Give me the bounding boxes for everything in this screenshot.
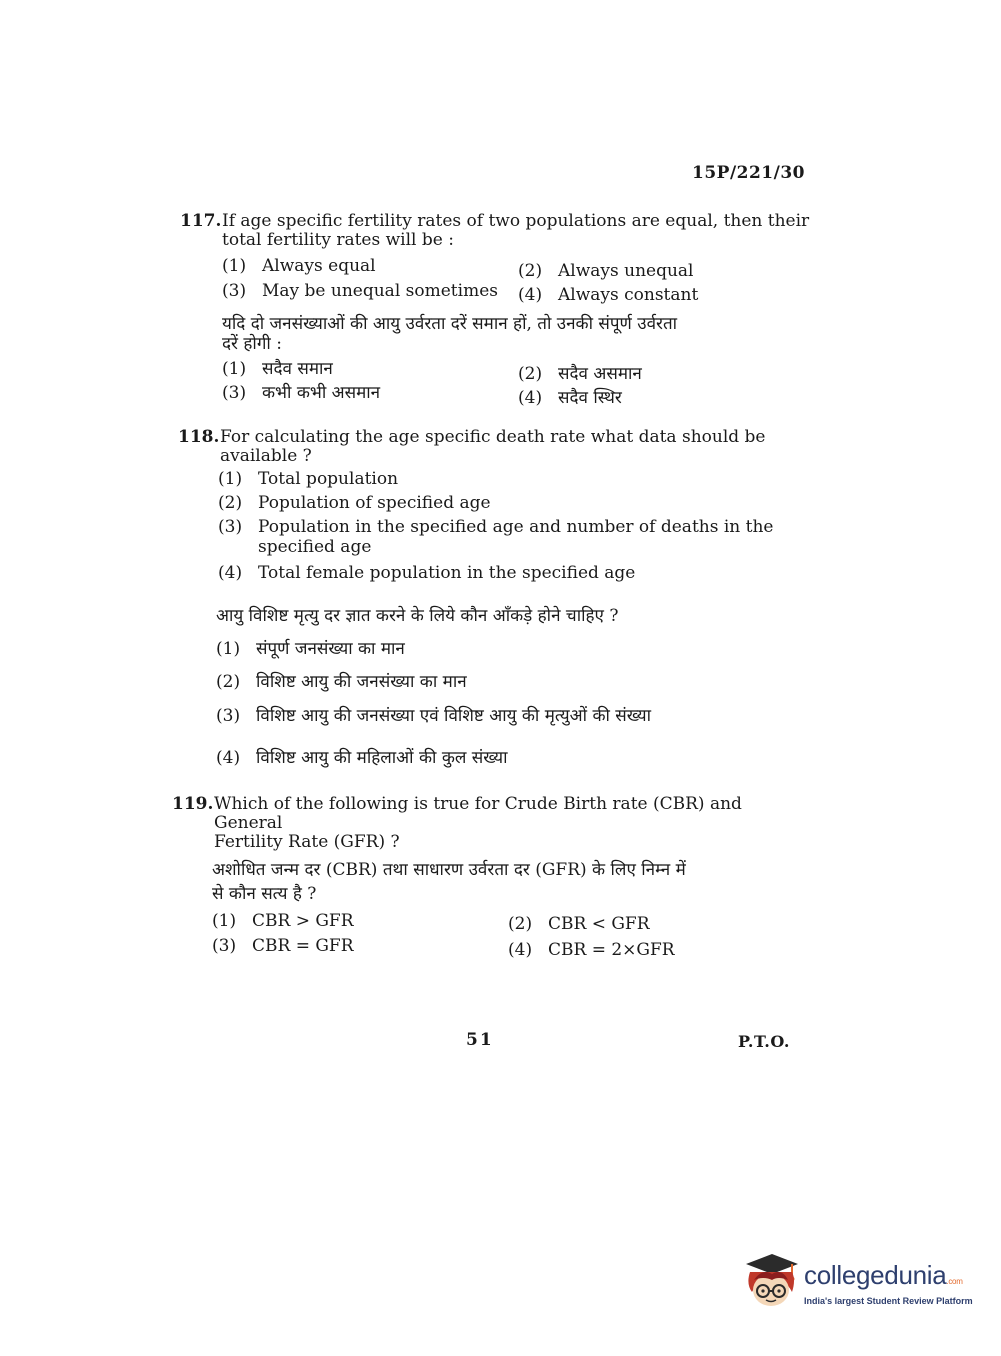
- option-118-en-1: (1) Total population: [218, 469, 399, 489]
- question-119: [172, 795, 802, 852]
- collegedunia-logo: [742, 1250, 972, 1314]
- option-118-en-3-cont: specified age: [258, 537, 372, 557]
- question-118-hindi: आयु विशिष्ट मृत्यु दर ज्ञात करने के लिये कौन आँकड़े होने चाहिए ?: [216, 606, 619, 626]
- option-118-hi-2: (2) विशिष्ट आयु की जनसंख्या का मान: [216, 672, 467, 692]
- question-text-en: For calculating the age specific death rate what data should be: [220, 427, 766, 447]
- question-117: [180, 212, 810, 250]
- option-119-4: (4) CBR = 2×GFR: [508, 940, 675, 960]
- question-text-en-cont: available ?: [220, 446, 312, 466]
- option-117-hi-3: (3) कभी कभी असमान: [222, 383, 381, 403]
- brand-tagline: India's largest Student Review Platform: [804, 1296, 973, 1306]
- pto-label: P.T.O.: [738, 1032, 790, 1051]
- brand-name: collegedunia.com: [804, 1260, 963, 1290]
- option-117-hi-2: (2) सदैव असमान: [518, 364, 642, 384]
- option-118-hi-1: (1) संपूर्ण जनसंख्या का मान: [216, 639, 405, 659]
- question-119-hindi-cont: से कौन सत्य है ?: [212, 884, 317, 904]
- question-number: 118.: [178, 427, 220, 447]
- paper-code: 15P/221/30: [692, 163, 806, 183]
- option-117-hi-4: (4) सदैव स्थिर: [518, 388, 622, 408]
- option-119-1: (1) CBR > GFR: [212, 911, 354, 931]
- question-117-hindi: [222, 314, 812, 354]
- question-118: [178, 428, 808, 466]
- question-number: 119.: [172, 794, 214, 814]
- option-119-2: (2) CBR < GFR: [508, 914, 650, 934]
- option-118-en-4: (4) Total female population in the specified age: [218, 563, 636, 583]
- question-text-en-cont: total fertility rates will be :: [222, 230, 454, 250]
- question-text-en: Which of the following is true for Crude Birth rate (CBR) and General: [214, 794, 742, 833]
- option-118-hi-4: (4) विशिष्ट आयु की महिलाओं की कुल संख्या: [216, 748, 508, 768]
- option-117-en-1: (1) Always equal: [222, 256, 376, 276]
- mascot-icon: [742, 1250, 800, 1314]
- option-118-hi-3: (3) विशिष्ट आयु की जनसंख्या एवं विशिष्ट आयु की मृत्युओं की संख्या: [216, 706, 652, 726]
- question-number: 117.: [180, 211, 222, 231]
- option-119-3: (3) CBR = GFR: [212, 936, 354, 956]
- option-117-hi-1: (1) सदैव समान: [222, 359, 333, 379]
- page-number: 51: [466, 1030, 494, 1050]
- option-117-en-4: (4) Always constant: [518, 285, 699, 305]
- question-text-en-cont: Fertility Rate (GFR) ?: [214, 832, 400, 852]
- question-119-hindi: अशोधित जन्म दर (CBR) तथा साधारण उर्वरता दर (GFR) के लिए निम्न में: [212, 860, 686, 880]
- option-118-en-2: (2) Population of specified age: [218, 493, 491, 513]
- question-text-hi-cont: दरें होगी :: [222, 334, 282, 354]
- option-117-en-3: (3) May be unequal sometimes: [222, 281, 498, 301]
- question-text-en: If age specific fertility rates of two populations are equal, then their: [222, 211, 810, 231]
- option-118-en-3: (3) Population in the specified age and number of deaths in the: [218, 517, 774, 537]
- question-text-hi: यदि दो जनसंख्याओं की आयु उर्वरता दरें समान हों, तो उनकी संपूर्ण उर्वरता: [222, 314, 678, 334]
- option-117-en-2: (2) Always unequal: [518, 261, 694, 281]
